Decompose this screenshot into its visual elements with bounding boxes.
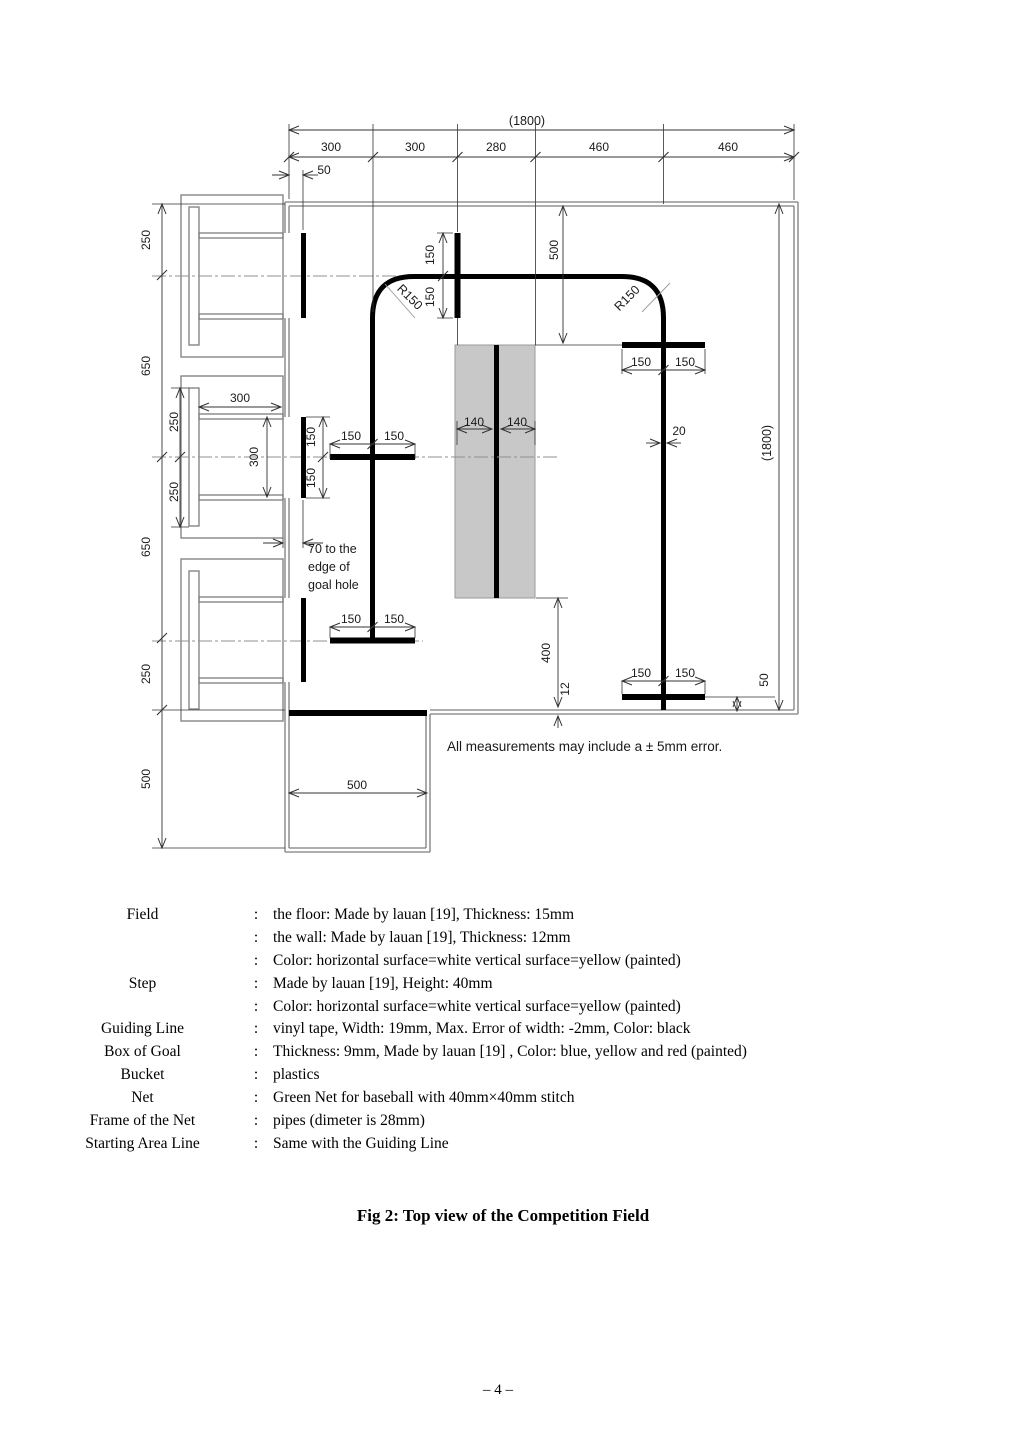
spec-colon: : — [253, 1043, 259, 1061]
dim-overall-top: (1800) — [508, 114, 546, 128]
spec-label: Starting Area Line — [85, 1134, 200, 1152]
spec-row — [40, 904, 940, 927]
goal-hole-note-line3: goal hole — [308, 578, 359, 592]
dim-left-500: 500 — [139, 768, 153, 790]
spec-colon: : — [253, 906, 259, 923]
radius-label-left: R150 — [394, 281, 426, 313]
spec-text: the floor: Made by lauan [19], Thickness: 15mm — [273, 906, 575, 923]
dim-50-top: 50 — [317, 163, 331, 177]
field-walls — [285, 202, 798, 852]
spec-row — [40, 1110, 940, 1133]
dim-seg-5: 460 — [717, 140, 739, 154]
dim-left-250b: 250 — [139, 663, 153, 685]
spec-label: Box of Goal — [104, 1043, 181, 1061]
spec-text: plastics — [273, 1066, 320, 1084]
dim-left-650b: 650 — [139, 536, 153, 558]
dim-crossC-150a: 150 — [340, 612, 362, 626]
spec-row — [40, 1087, 940, 1110]
dim-seg-4: 460 — [588, 140, 610, 154]
spec-label: Net — [131, 1089, 154, 1107]
dim-crossC-150b: 150 — [383, 612, 405, 626]
dim-overall-right: (1800) — [760, 424, 774, 462]
goal-hole-note-line1: 70 to the — [308, 542, 357, 556]
spec-colon: : — [253, 928, 259, 946]
dim-crossB-150b: 150 — [383, 429, 405, 443]
spec-colon: : — [253, 974, 259, 992]
spec-colon: : — [253, 1020, 259, 1038]
dim-50-bottom: 50 — [757, 673, 771, 687]
spec-text: vinyl tape, Width: 19mm, Max. Error of width: -2mm, Color: black — [273, 1020, 691, 1038]
dim-goal-300w: 300 — [229, 391, 251, 405]
dim-crossA-150b: 150 — [423, 286, 437, 308]
dim-left-250a: 250 — [139, 229, 153, 251]
dim-seg-3: 280 — [485, 140, 507, 154]
measurement-error-note: All measurements may include a ± 5mm error. — [447, 739, 723, 754]
dim-hole-150a: 150 — [304, 426, 318, 448]
dim-left-650a: 650 — [139, 355, 153, 377]
spec-colon: : — [253, 1066, 259, 1084]
spec-text: Color: horizontal surface=white vertical surface=yellow (painted) — [273, 951, 681, 969]
spec-text: pipes (dimeter is 28mm) — [273, 1112, 425, 1130]
figure-caption: Fig 2: Top view of the Competition Field — [356, 1206, 650, 1225]
goal-box-3 — [181, 559, 283, 721]
spec-row — [40, 1041, 940, 1064]
dim-crossE-150b: 150 — [674, 666, 696, 680]
spec-table — [40, 904, 940, 1156]
spec-text: Color: horizontal surface=white vertical surface=yellow (painted) — [273, 997, 681, 1015]
dim-crossB-150a: 150 — [340, 429, 362, 443]
dim-crossD-150b: 150 — [674, 355, 696, 369]
dim-12: 12 — [558, 682, 572, 696]
dim-crossA-150a: 150 — [423, 244, 437, 266]
spec-row — [40, 1018, 940, 1041]
dim-crossD-150a: 150 — [630, 355, 652, 369]
page-number: – 4 – — [483, 1382, 513, 1398]
spec-label: Field — [126, 906, 159, 923]
spec-colon: : — [253, 951, 259, 969]
spec-colon: : — [253, 997, 259, 1015]
dim-goal-300h: 300 — [247, 446, 261, 468]
dim-500-start: 500 — [346, 778, 368, 792]
spec-row — [40, 950, 940, 973]
spec-row — [40, 927, 940, 950]
dim-400: 400 — [539, 642, 553, 664]
radius-label-right: R150 — [611, 282, 643, 314]
spec-label — [40, 950, 245, 973]
goal-hole-note-line2: edge of — [308, 560, 350, 574]
spec-label — [40, 996, 245, 1019]
spec-text: Same with the Guiding Line — [273, 1134, 449, 1152]
step-center-tape — [494, 345, 499, 598]
dim-hole-150b: 150 — [304, 467, 318, 489]
spec-label: Step — [128, 974, 157, 992]
dim-500-top: 500 — [547, 239, 561, 261]
spec-text: the wall: Made by lauan [19], Thickness: 12mm — [273, 928, 571, 946]
spec-colon: : — [253, 1112, 259, 1130]
goal-boxes — [181, 195, 283, 721]
spec-colon: : — [253, 1089, 259, 1107]
dim-seg-1: 300 — [320, 140, 342, 154]
spec-text: Thickness: 9mm, Made by lauan [19] , Color: blue, yellow and red (painted) — [273, 1043, 747, 1061]
spec-text: Green Net for baseball with 40mm×40mm stitch — [273, 1089, 575, 1107]
spec-colon: : — [253, 1134, 259, 1152]
dim-inner-250b: 250 — [167, 481, 181, 503]
dim-crossE-150a: 150 — [630, 666, 652, 680]
dim-20: 20 — [672, 424, 686, 438]
spec-label: Bucket — [120, 1066, 165, 1084]
dim-inner-250a: 250 — [167, 411, 181, 433]
spec-row — [40, 973, 940, 996]
spec-row — [40, 1064, 940, 1087]
spec-row — [40, 1133, 940, 1156]
spec-text: Made by lauan [19], Height: 40mm — [273, 974, 493, 992]
spec-label: Guiding Line — [100, 1020, 185, 1038]
dim-seg-2: 300 — [404, 140, 426, 154]
dim-140b: 140 — [506, 415, 528, 429]
spec-label — [40, 927, 245, 950]
spec-label: Frame of the Net — [89, 1112, 196, 1130]
dim-140a: 140 — [463, 415, 485, 429]
spec-row — [40, 996, 940, 1019]
